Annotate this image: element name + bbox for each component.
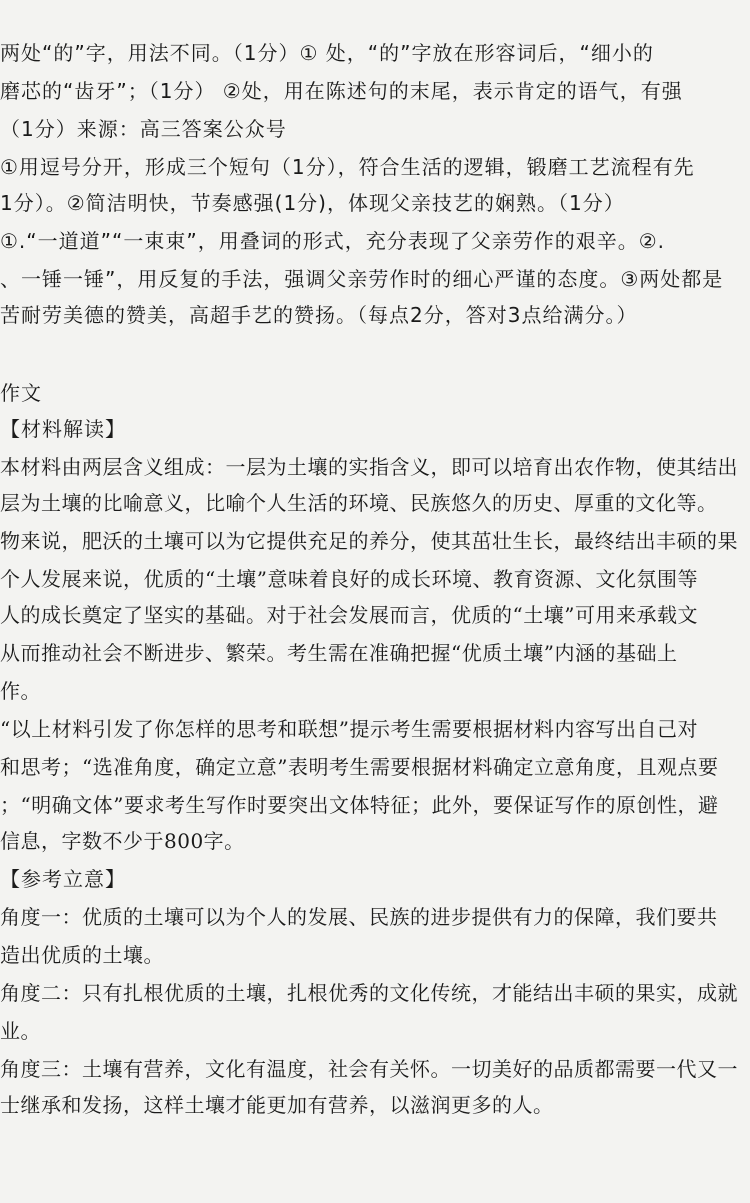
- answer-line-6: ①.“一道道”“一束束”，用叠词的形式，充分表现了父亲劳作的艰辛。②.: [0, 229, 666, 253]
- answer-line-2: 磨芯的“齿牙”；（1分） ②处，用在陈述句的末尾，表示肯定的语气，有强: [0, 79, 683, 103]
- answer-line-4: ①用逗号分开，形成三个短句（1分），符合生活的逻辑，锻磨工艺流程有先: [0, 155, 695, 179]
- material-line-10: ；“明确文体”要求考生写作时要突出文体特征；此外，要保证写作的原创性，避: [0, 793, 719, 817]
- material-line-11: 信息，字数不少于800字。: [0, 829, 245, 853]
- reference-line-2: 造出优质的土壤。: [0, 943, 164, 967]
- reference-line-4: 业。: [0, 1019, 41, 1043]
- material-line-9: 和思考；“选准角度，确定立意”表明考生需要根据材料确定立意角度，且观点要: [0, 755, 719, 779]
- section-title-reference: 【参考立意】: [0, 867, 126, 891]
- answer-line-5: 1分）。②简洁明快，节奏感强(1分)，体现父亲技艺的娴熟。（1分）: [0, 191, 625, 215]
- material-line-3: 物来说，肥沃的土壤可以为它提供充足的养分，使其茁壮生长，最终结出丰硕的果: [0, 529, 738, 553]
- reference-line-5: 角度三：土壤有营养，文化有温度，社会有关怀。一切美好的品质都需要一代又一: [0, 1057, 738, 1081]
- material-line-8: “以上材料引发了你怎样的思考和联想”提示考生需要根据材料内容写出自己对: [0, 717, 698, 741]
- material-line-7: 作。: [0, 679, 41, 703]
- material-line-1: 本材料由两层含义组成：一层为土壤的实指含义，即可以培育出农作物，使其结出: [0, 455, 738, 479]
- reference-line-6: 士继承和发扬，这样土壤才能更加有营养，以滋润更多的人。: [0, 1093, 554, 1117]
- reference-line-3: 角度二：只有扎根优质的土壤，扎根优秀的文化传统，才能结出丰硕的果实，成就: [0, 981, 738, 1005]
- material-line-4: 个人发展来说，优质的“土壤”意味着良好的成长环境、教育资源、文化氛围等: [0, 567, 698, 591]
- answer-line-1: 两处“的”字，用法不同。（1分）① 处，“的”字放在形容词后，“细小的: [0, 41, 654, 65]
- reference-line-1: 角度一：优质的土壤可以为个人的发展、民族的进步提供有力的保障，我们要共: [0, 905, 718, 929]
- material-line-5: 人的成长奠定了坚实的基础。对于社会发展而言，优质的“土壤”可用来承载文: [0, 603, 698, 627]
- essay-heading: 作文: [0, 381, 42, 405]
- material-line-6: 从而推动社会不断进步、繁荣。考生需在准确把握“优质土壤”内涵的基础上: [0, 641, 678, 665]
- answer-line-3: （1分）来源：高三答案公众号: [0, 117, 287, 141]
- section-title-material: 【材料解读】: [0, 417, 126, 441]
- answer-line-7: 、一锤一锤”，用反复的手法，强调父亲劳作时的细心严谨的态度。③两处都是: [0, 267, 724, 291]
- answer-line-8: 苦耐劳美德的赞美，高超手艺的赞扬。（每点2分，答对3点给满分。）: [0, 303, 638, 327]
- material-line-2: 层为土壤的比喻意义，比喻个人生活的环境、民族悠久的历史、厚重的文化等。: [0, 491, 718, 515]
